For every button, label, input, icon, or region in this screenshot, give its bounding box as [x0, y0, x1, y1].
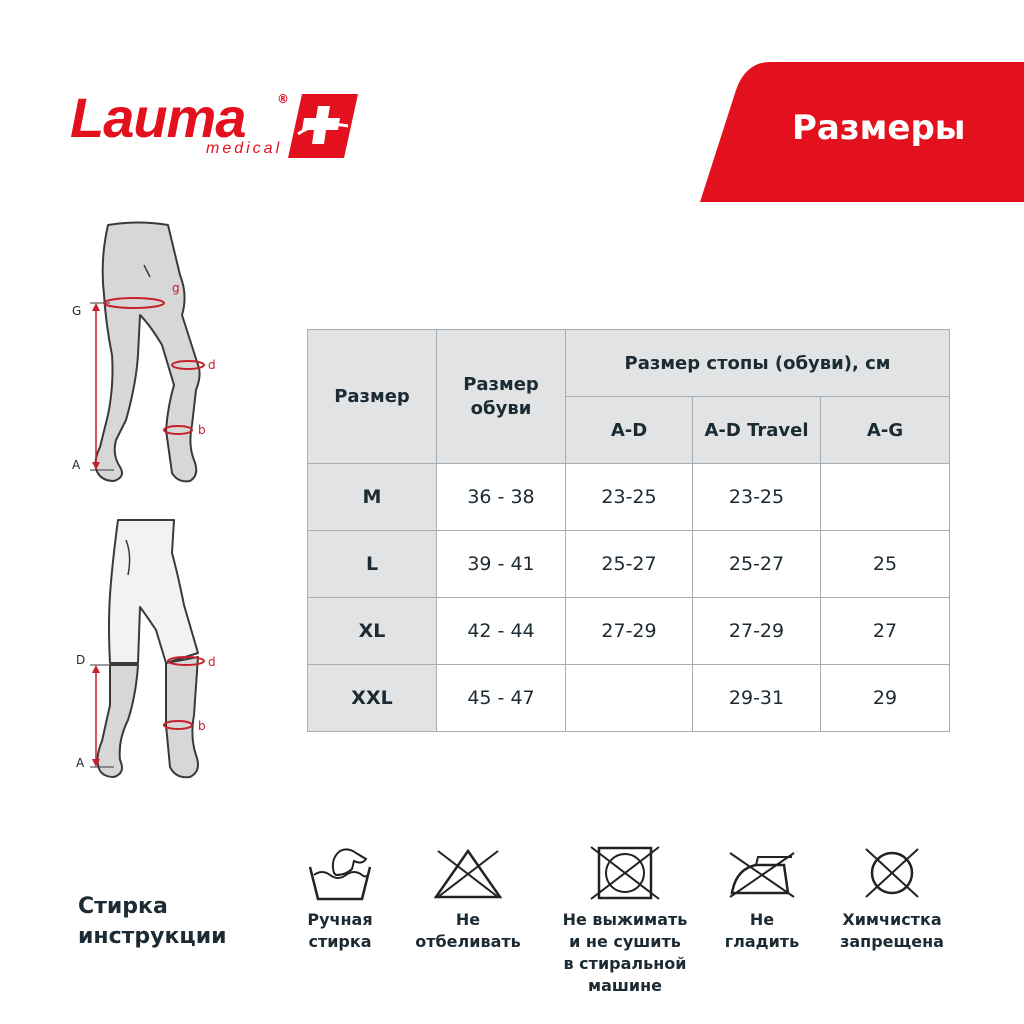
wash-label: Ручная стирка	[307, 910, 373, 951]
label-A-bottom: A	[76, 756, 85, 770]
row-adt: 29-31	[693, 665, 821, 732]
col-foot-header: Размер стопы (обуви), см	[566, 330, 950, 397]
size-table	[307, 329, 950, 732]
label-A-top: A	[72, 458, 81, 472]
no-bleach-icon	[428, 845, 508, 901]
hand-wash-icon	[300, 845, 380, 901]
label-b-bottom: b	[198, 719, 206, 733]
label-d-top: d	[208, 358, 216, 372]
no-tumble-dry-icon	[585, 845, 665, 901]
label-g: g	[172, 281, 180, 295]
row-shoe: 45 - 47	[437, 665, 566, 732]
brand-sub: medical	[206, 140, 283, 157]
label-G: G	[72, 304, 82, 318]
label-d-bottom: d	[208, 655, 216, 669]
row-ag: 25	[821, 531, 950, 598]
wash-label: Не гладить	[724, 910, 800, 951]
row-shoe: 39 - 41	[437, 531, 566, 598]
table-row	[308, 531, 950, 598]
wash-item-iron	[692, 845, 832, 953]
wash-label: Не отбеливать	[415, 910, 521, 951]
wash-item-tumble	[555, 845, 695, 997]
row-size: XXL	[308, 665, 437, 732]
row-ad	[566, 665, 693, 732]
col-ag-header: A-G	[821, 397, 950, 464]
registered-mark: ®	[277, 92, 289, 106]
tights-figure	[70, 215, 230, 490]
brand-logo	[70, 88, 370, 168]
row-adt: 25-27	[693, 531, 821, 598]
row-ad: 25-27	[566, 531, 693, 598]
row-ad: 23-25	[566, 464, 693, 531]
page-title: Размеры	[792, 108, 966, 148]
brand-name: Lauma	[70, 86, 246, 149]
col-ad-header: A-D	[566, 397, 693, 464]
medical-cross-icon	[288, 94, 358, 158]
no-dry-clean-icon	[852, 845, 932, 901]
wash-label: Химчистка запрещена	[840, 910, 944, 951]
wash-item-dryclean	[822, 845, 962, 953]
row-ad: 27-29	[566, 598, 693, 665]
label-D: D	[76, 653, 86, 667]
col-size-header: Размер	[308, 330, 437, 464]
row-shoe: 36 - 38	[437, 464, 566, 531]
washing-title: Стирка инструкции	[78, 894, 227, 949]
row-adt: 27-29	[693, 598, 821, 665]
row-ag: 29	[821, 665, 950, 732]
table-row	[308, 665, 950, 732]
col-adt-header: A-D Travel	[693, 397, 821, 464]
row-size: L	[308, 531, 437, 598]
no-iron-icon	[722, 845, 802, 901]
row-ag	[821, 464, 950, 531]
row-adt: 23-25	[693, 464, 821, 531]
table-row	[308, 464, 950, 531]
knee-socks-figure	[70, 515, 230, 790]
label-b-top: b	[198, 423, 206, 437]
row-size: XL	[308, 598, 437, 665]
row-shoe: 42 - 44	[437, 598, 566, 665]
wash-item-hand	[270, 845, 410, 953]
row-size: M	[308, 464, 437, 531]
wash-item-bleach	[398, 845, 538, 953]
row-ag: 27	[821, 598, 950, 665]
table-row	[308, 598, 950, 665]
wash-label: Не выжимать и не сушить в стиральной машине	[562, 910, 688, 995]
col-shoe-header: Размер обуви	[437, 330, 566, 464]
